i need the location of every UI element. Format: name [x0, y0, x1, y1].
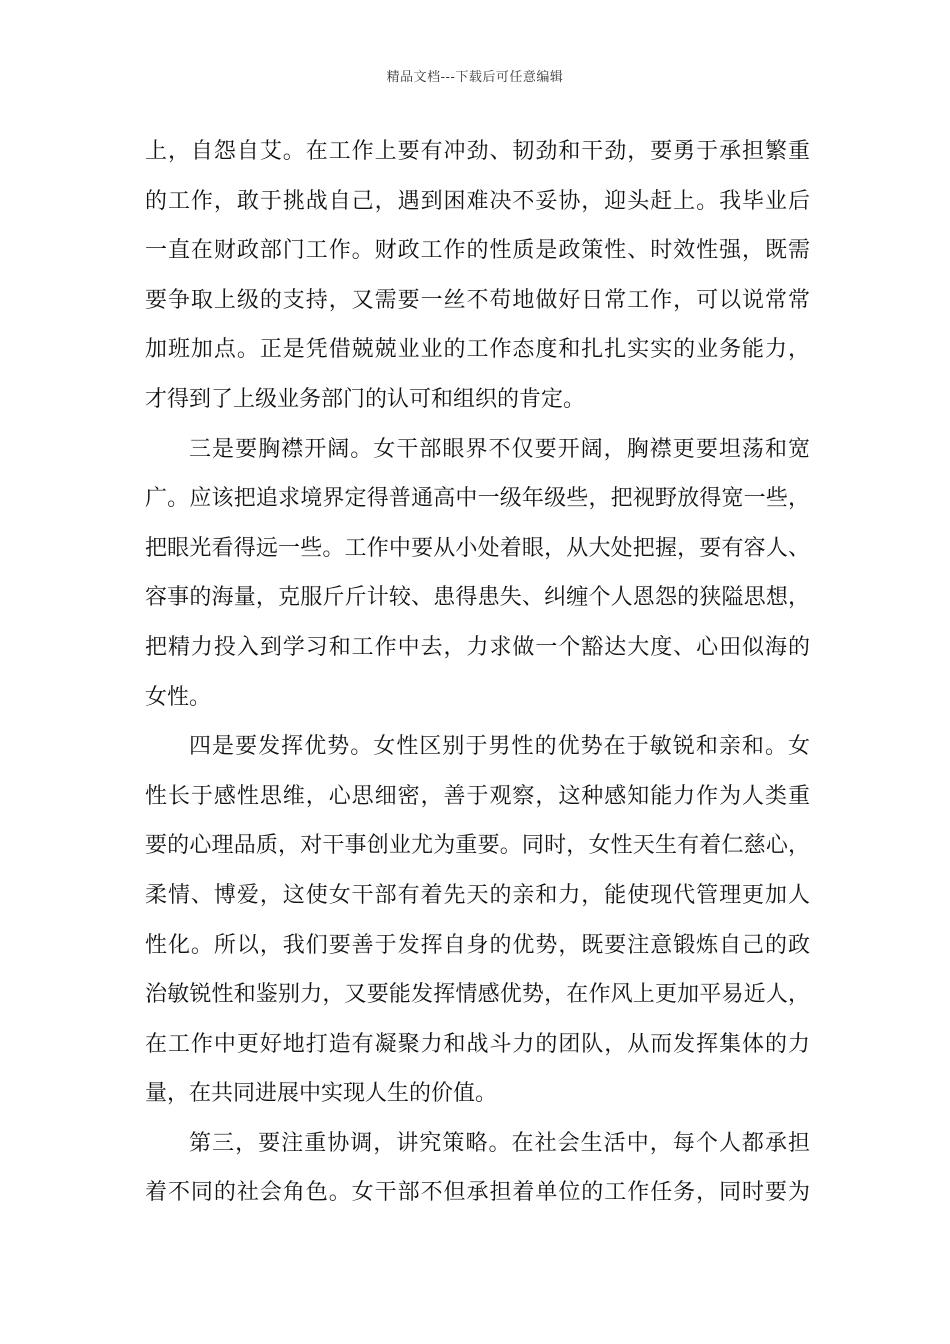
- text-line: 四是要发挥优势。女性区别于男性的优势在于敏锐和亲和。女: [189, 734, 810, 760]
- text-line: 治敏锐性和鉴别力，又要能发挥情感优势，在作风上更加平易近人，: [145, 982, 810, 1008]
- paragraph-open-mindedness: [145, 425, 810, 723]
- text-line: 量，在共同进展中实现人生的价值。: [145, 1081, 498, 1107]
- text-line: 柔情、博爱，这使女干部有着先天的亲和力，能使现代管理更加人: [145, 882, 810, 908]
- text-line: 容事的海量，克服斤斤计较、患得患失、纠缠个人恩怨的狭隘思想，: [145, 585, 810, 611]
- text-line: 在工作中更好地打造有凝聚力和战斗力的团队，从而发挥集体的力: [145, 1031, 810, 1057]
- text-line: 上，自怨自艾。在工作上要有冲劲、韧劲和干劲，要勇于承担繁重: [145, 139, 810, 164]
- text-line: 才得到了上级业务部门的认可和组织的肯定。: [145, 386, 586, 412]
- paragraph-coordination: [145, 1119, 810, 1218]
- text-line: 把眼光看得远一些。工作中要从小处着眼，从大处把握，要有容人、: [145, 535, 810, 561]
- page-header: 精品文档---下载后可任意编辑: [386, 70, 564, 85]
- text-line: 三是要胸襟开阔。女干部眼界不仅要开阔，胸襟更要坦荡和宽: [189, 436, 810, 462]
- text-line: 性化。所以，我们要善于发挥自身的优势，既要注意锻炼自己的政: [145, 932, 810, 958]
- text-line: 加班加点。正是凭借兢兢业业的工作态度和扎扎实实的业务能力，: [145, 337, 810, 363]
- text-line: 着不同的社会角色。女干部不但承担着单位的工作任务，同时要为: [145, 1180, 810, 1206]
- text-line: 第三，要注重协调，讲究策略。在社会生活中，每个人都承担: [189, 1130, 810, 1156]
- paragraph-continued: [145, 127, 810, 425]
- text-line: 要的心理品质，对干事创业尤为重要。同时，女性天生有着仁慈心，: [145, 833, 810, 859]
- text-line: 的工作，敢于挑战自己，遇到困难决不妥协，迎头赶上。我毕业后: [145, 188, 810, 214]
- text-line: 女性。: [145, 684, 212, 710]
- paragraph-strengths: [145, 722, 810, 1119]
- text-line: 一直在财政部门工作。财政工作的性质是政策性、时效性强，既需: [145, 238, 810, 264]
- text-line: 广。应该把追求境界定得普通高中一级年级些，把视野放得宽一些，: [145, 486, 810, 512]
- document-body: [145, 127, 810, 1218]
- text-line: 要争取上级的支持，又需要一丝不苟地做好日常工作，可以说常常: [145, 287, 810, 313]
- text-line: 性长于感性思维，心思细密，善于观察，这种感知能力作为人类重: [145, 783, 810, 809]
- text-line: 把精力投入到学习和工作中去，力求做一个豁达大度、心田似海的: [145, 634, 810, 660]
